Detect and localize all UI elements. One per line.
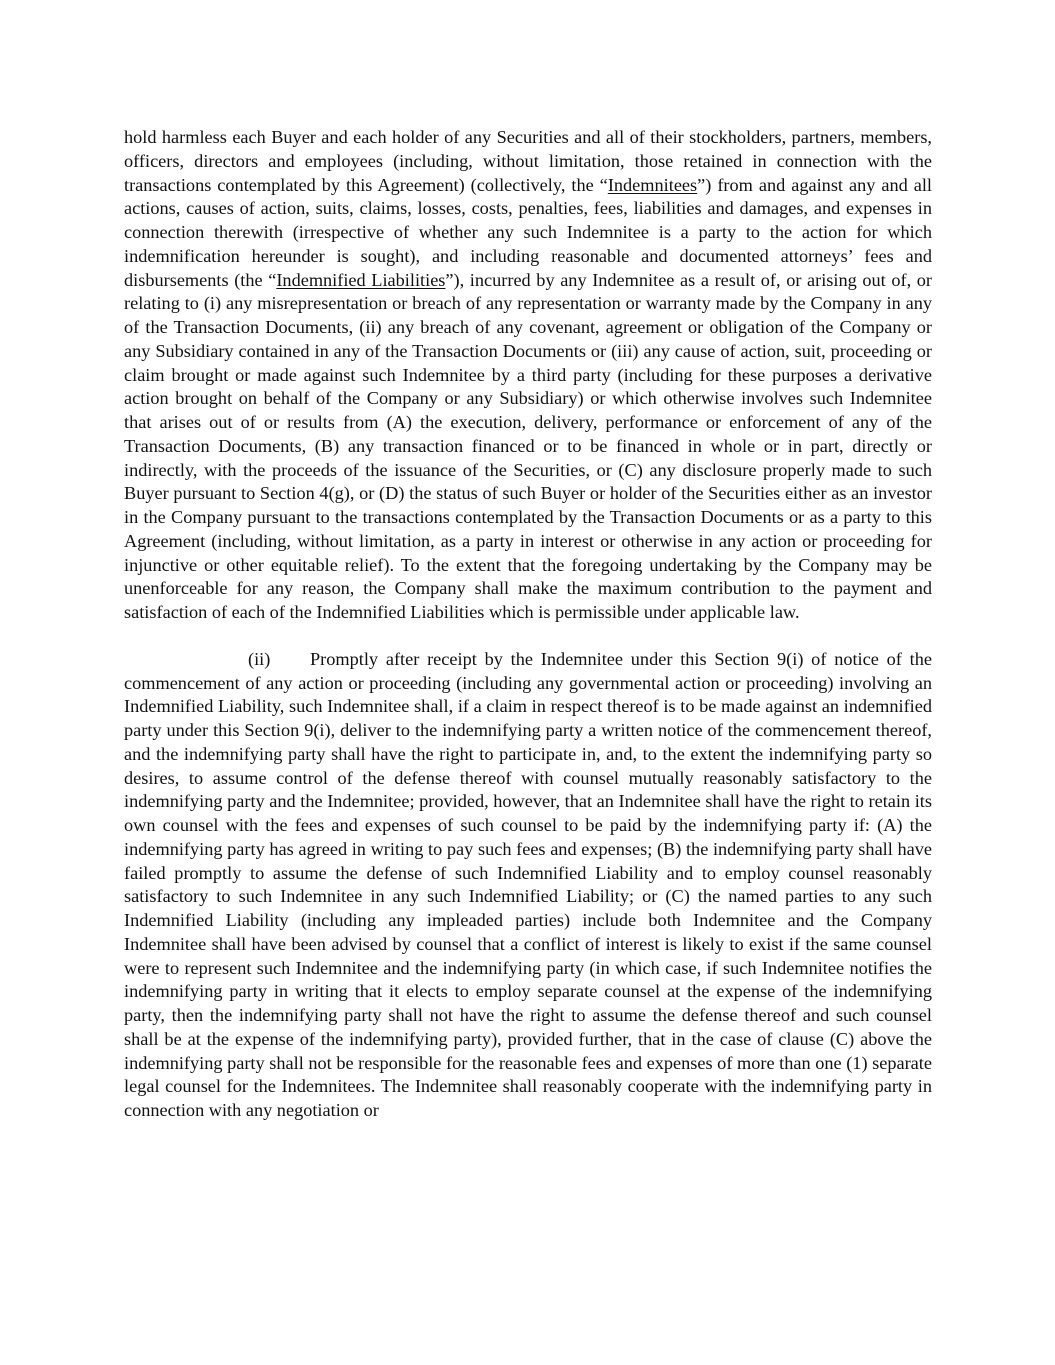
document-page [124,126,932,1123]
paragraph-text: ”), incurred by any Indemnitee as a result of, or arising out of, or relating to (i) any misrepresentation or breach of any representation or warranty made by the Company in any of the Transaction Documents, (ii) any breach of any covenant, agreement or obligation of the Company or any Subsidiary contained in any of the Transaction Documents or (iii) any cause of action, suit, proceeding or claim brought or made against such Indemnitee by a third party (including for these purposes a derivative action brought on behalf of the Company or any Subsidiary) or which otherwise involves such Indemnitee that arises out of or results from (A) the execution, delivery, performance or enforcement of any of the Transaction Documents, (B) any transaction financed or to be financed in whole or in part, directly or indirectly, with the proceeds of the issuance of the Securities, or (C) any disclosure properly made to such Buyer pursuant to Section 4(g), or (D) the status of such Buyer or holder of the Securities either as an investor in the Company pursuant to the transactions contemplated by the Transaction Documents or as a party to this Agreement (including, without limitation, as a party in interest or otherwise in any action or proceeding for injunctive or other equitable relief). To the extent that the foregoing undertaking by the Company may be unenforceable for any reason, the Company shall make the maximum contribution to the payment and satisfaction of each of the Indemnified Liabilities which is permissible under applicable law. [124,269,932,622]
paragraph-text: ”) from and against any and all actions, causes of action, suits, claims, losses, costs, penalties, fees, liabilities and damages, and expenses in connection therewith (irrespective of whether any such Indemnitee is a party to the action for which indemnification hereunder is sought), and including reasonable and documented attorneys’ fees and disbursements (the “ [124,174,933,290]
defined-term-indemnitees: Indemnitees [607,174,698,195]
clause-ii-paragraph [124,648,932,1123]
paragraph-text: hold harmless each Buyer and each holder of any Securities and all of their stockholders, partners, members, officers, directors and employees (including, without limitation, those retained in connection with the transactions contemplated by this Agreement) (collectively, the “ [124,127,932,195]
paragraph-text: Promptly after receipt by the Indemnitee under this Section 9(i) of notice of the commencement of any action or proceeding (including any governmental action or proceeding) involving an Indemnified Liability, such Indemnitee shall, if a claim in respect thereof is to be made against an indemnified party under this Section 9(i), deliver to the indemnifying party a written notice of the commencement thereof, and the indemnifying party shall have the right to participate in, and, to the extent the indemnifying party so desires, to assume control of the defense thereof with counsel mutually reasonably satisfactory to the indemnifying party and the Indemnitee; provided, however, that an Indemnitee shall have the right to retain its own counsel with the fees and expenses of such counsel to be paid by the indemnifying party if: (A) the indemnifying party has agreed in writing to pay such fees and expenses; (B) the indemnifying party shall have failed promptly to assume the defense of such Indemnified Liability and to employ counsel reasonably satisfactory to such Indemnitee in any such Indemnified Liability; or (C) the named parties to any such Indemnified Liability (including any impleaded parties) include both Indemnitee and the Company Indemnitee shall have been advised by counsel that a conflict of interest is likely to exist if the same counsel were to represent such Indemnitee and the indemnifying party (in which case, if such Indemnitee notifies the indemnifying party in writing that it elects to employ separate counsel at the expense of the indemnifying party, then the indemnifying party shall not have the right to assume the defense thereof and such counsel shall be at the expense of the indemnifying party), provided further, that in the case of clause (C) above the indemnifying party shall not be responsible for the reasonable fees and expenses of more than one (1) separate legal counsel for the Indemnitees. The Indemnitee shall reasonably cooperate with the indemnifying party in connection with any negotiation or [124,648,932,1120]
clause-number: (ii) [248,648,271,669]
defined-term-indemnified-liabilities: Indemnified Liabilities [276,269,446,290]
indemnification-paragraph [124,126,932,625]
